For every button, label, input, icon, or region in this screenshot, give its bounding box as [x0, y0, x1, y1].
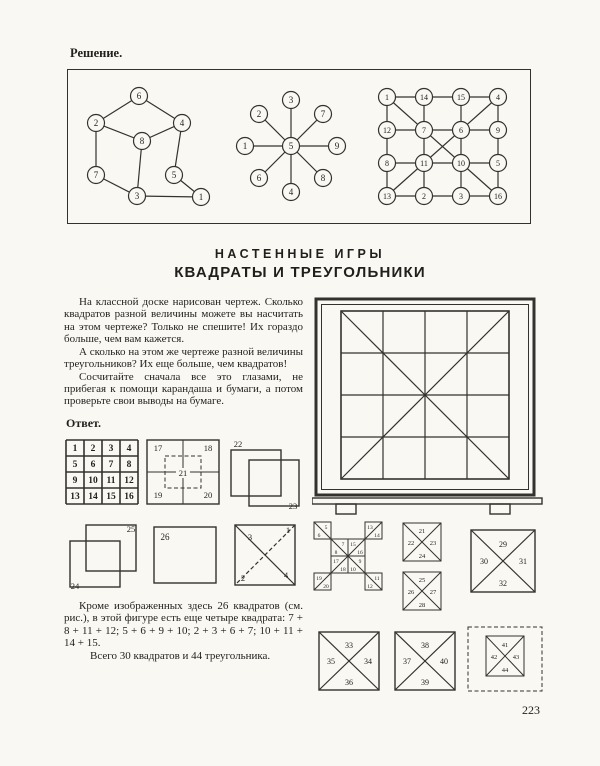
triangle-number: 34: [364, 657, 372, 666]
triangle-number: 22: [407, 540, 415, 547]
figure-number: 24: [70, 580, 80, 591]
triangle-number: 16: [357, 550, 363, 556]
heading-line1: НАСТЕННЫЕ ИГРЫ: [214, 247, 386, 261]
cell-number: 8: [126, 459, 132, 470]
quadrant-blocks-figure: [145, 438, 221, 506]
triangle-number: 32: [499, 579, 507, 588]
dashed-square-41-44-figure: [464, 623, 546, 697]
node-label: 6: [136, 90, 142, 101]
triangle-number: 13: [367, 525, 373, 531]
figure-number: 19: [153, 489, 162, 500]
node-label: 9: [335, 140, 340, 151]
answer-figures-row-2: [64, 519, 303, 591]
triangle-number: 38: [421, 641, 429, 650]
body-paragraph: А сколько на этом же чертеже разной величины треугольников? Их еще больше, чем квадратов!: [64, 345, 303, 371]
wheel-graph-figure: [234, 88, 349, 206]
triangle-number: 7: [341, 542, 345, 548]
cube-graph-figure: [82, 83, 214, 211]
node-label: 3: [289, 94, 294, 105]
triangle-number: 17: [333, 559, 339, 565]
node-label: 1: [198, 191, 204, 202]
node-label: 2: [93, 117, 99, 128]
triangle-number: 40: [440, 657, 448, 666]
cell-number: 9: [72, 475, 78, 486]
node-label: 3: [134, 190, 140, 201]
triangle-number: 25: [418, 577, 426, 584]
answer-grid-figure: [64, 438, 140, 506]
cell-number: 14: [88, 491, 98, 502]
figure-number: 2: [240, 572, 246, 583]
triangle-number: 33: [345, 641, 353, 650]
figure-number: 3: [247, 531, 253, 542]
node-label: 1: [243, 140, 248, 151]
cell-number: 15: [106, 491, 116, 502]
node-label: 3: [458, 191, 463, 201]
figure-number: 17: [153, 442, 162, 453]
triangle-number: 10: [350, 567, 356, 573]
diagonal-cells: [314, 522, 382, 590]
section-heading: [58, 247, 542, 281]
triangle-number: 36: [345, 678, 353, 687]
cube-nodes: [88, 87, 210, 205]
triangle-number: 8: [334, 550, 338, 556]
triangle-number: 27: [429, 589, 437, 596]
board-drawing: [341, 311, 509, 479]
cell-number: 16: [124, 491, 134, 502]
figure-number: 21: [178, 467, 187, 478]
solution-label: Решение.: [70, 46, 123, 60]
triangle-number: 20: [323, 584, 329, 590]
triangle-figures-row-2: [312, 623, 546, 697]
node-label: 2: [257, 108, 262, 119]
cell-number: 7: [108, 459, 114, 470]
triangle-number: 26: [407, 589, 415, 596]
node-label: 15: [456, 92, 465, 102]
half-cell-triangles-figure: [312, 520, 384, 592]
answer-label: Ответ.: [66, 415, 102, 430]
figure-number: 23: [288, 500, 298, 510]
two-column-layout: [64, 296, 546, 706]
triangle-number: 11: [374, 576, 380, 582]
wheel-nodes: [237, 91, 346, 200]
figure-number: 1: [285, 524, 291, 535]
x-square-37-40-figure: [388, 623, 462, 697]
node-label: 4: [495, 92, 500, 102]
triangle-number: 23: [429, 540, 437, 547]
cell-number: 4: [126, 443, 132, 454]
x-square-33-36-figure: [312, 623, 386, 697]
solution-box: [67, 69, 531, 224]
triangle-number: 44: [501, 667, 509, 674]
cell-number: 6: [90, 459, 96, 470]
triangle-number: 28: [418, 602, 426, 609]
square-outlines: [70, 525, 136, 587]
node-label: 7: [93, 169, 99, 180]
triangle-number: 41: [501, 642, 509, 649]
triangle-number: 31: [519, 557, 527, 566]
footer-paragraph: Кроме изображенных здесь 26 квадратов (см. рис.), в этой фигуре есть еще четыре квадрата: 7 + 8 + 11 + 12; 5 + 6 + 9 + 10; 2 + 3 + 6 + 7; 10 + 11 + 14 + 15.: [64, 599, 303, 650]
cell-number: 3: [108, 443, 114, 454]
triangle-number: 29: [499, 540, 507, 549]
lattice-graph-figure: [370, 84, 516, 210]
full-square-figure: [147, 519, 223, 589]
x-square-29-32-figure: [460, 520, 546, 600]
cell-number: 5: [72, 459, 78, 470]
node-label: 4: [289, 186, 294, 197]
cell-number: 13: [70, 491, 80, 502]
node-label: 11: [419, 158, 428, 168]
body-paragraph: На классной доске нарисован чертеж. Сколько квадратов разной величины можете вы насчитать на этом чертеже? Только не спешите! Их гораздо больше, чем вам кажется.: [64, 296, 303, 346]
footer-total-line: Всего 30 квадратов и 44 треугольника.: [90, 650, 271, 663]
triangle-number: 39: [421, 678, 429, 687]
node-label: 8: [321, 172, 326, 183]
board-frame: [312, 299, 542, 514]
figure-number: 20: [203, 489, 212, 500]
figure-number: 25: [126, 523, 136, 534]
node-label: 7: [421, 125, 426, 135]
node-label: 14: [419, 92, 428, 102]
node-label: 8: [139, 135, 145, 146]
node-label: 5: [495, 158, 500, 168]
node-label: 7: [321, 108, 326, 119]
figure-number: 18: [203, 442, 212, 453]
cell-number: 10: [88, 475, 98, 486]
node-label: 12: [382, 125, 391, 135]
triangle-number: 35: [327, 657, 335, 666]
node-label: 5: [171, 169, 177, 180]
triangle-number: 21: [418, 528, 426, 535]
node-label: 2: [421, 191, 426, 201]
dashed-square-lines: [468, 627, 542, 691]
node-label: 10: [456, 158, 465, 168]
triangle-number: 19: [316, 576, 322, 582]
triangle-number: 43: [512, 654, 520, 661]
body-paragraph: Сосчитайте сначала все это глазами, не прибегая к помощи карандаша и бумаги, а потом проверьте свои выводы на бумаге.: [64, 370, 303, 408]
page-number: 223: [522, 703, 540, 717]
triangle-number: 5: [324, 525, 328, 531]
four-triangles-figure: [227, 519, 303, 591]
overlapping-squares-figure-b: [64, 519, 142, 591]
triangle-number: 18: [340, 567, 346, 573]
triangle-number: 24: [418, 553, 426, 560]
heading-line2: КВАДРАТЫ И ТРЕУГОЛЬНИКИ: [174, 264, 426, 281]
figure-number: 22: [233, 438, 243, 449]
figure-number: 4: [283, 569, 289, 580]
node-label: 4: [179, 117, 185, 128]
node-label: 6: [257, 172, 262, 183]
triangle-figures-row-1: [312, 520, 546, 614]
cell-number: 12: [124, 475, 134, 486]
left-column: [64, 296, 303, 706]
node-label: 16: [493, 191, 502, 201]
node-label: 6: [458, 125, 463, 135]
quarter-triangles-figure: [390, 520, 454, 614]
node-label: 5: [289, 140, 294, 151]
triangle-number: 9: [358, 559, 362, 565]
answer-figures-row-1: [64, 438, 303, 510]
triangle-number: 6: [317, 533, 321, 539]
node-label: 1: [384, 92, 389, 102]
triangle-number: 15: [350, 542, 356, 548]
triangle-number: 14: [374, 533, 380, 539]
triangle-number: 37: [403, 657, 411, 666]
cell-number: 11: [106, 475, 116, 486]
blackboard-figure: [312, 296, 546, 520]
node-label: 9: [495, 125, 500, 135]
node-label: 8: [384, 158, 389, 168]
figure-number: 26: [160, 531, 169, 542]
right-column: [312, 296, 546, 706]
quarter-squares: [403, 523, 441, 610]
triangle-number: 30: [480, 557, 488, 566]
square-outlines: [231, 450, 299, 506]
cell-number: 1: [72, 443, 78, 454]
triangle-number: 12: [367, 584, 373, 590]
triangle-number: 42: [490, 654, 498, 661]
node-label: 13: [382, 191, 391, 201]
cell-number: 2: [90, 443, 96, 454]
overlapping-squares-figure-a: [225, 438, 303, 510]
